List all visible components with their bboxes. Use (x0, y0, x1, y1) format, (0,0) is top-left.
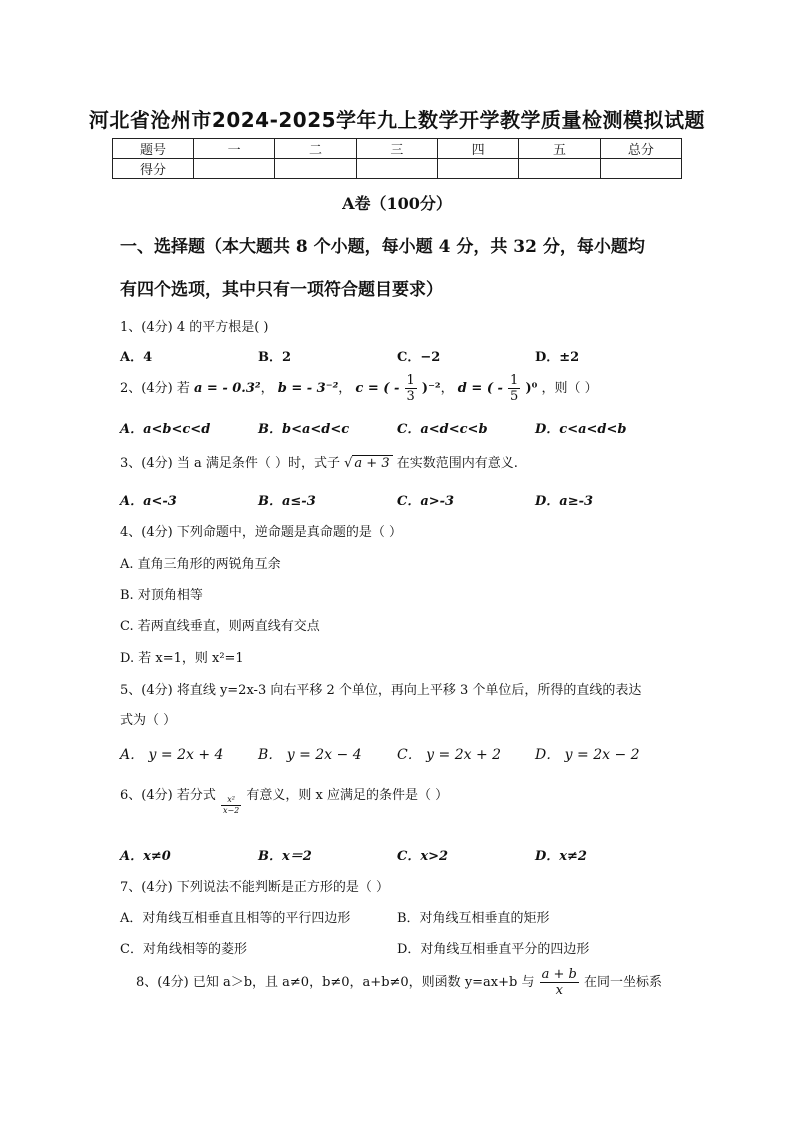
q3-sqrt (344, 456, 392, 471)
score-table-header-row (113, 139, 682, 159)
score-cell (437, 159, 518, 179)
q1-option-b: B．2 (258, 350, 292, 365)
q6-fraction (221, 796, 241, 815)
q6-frac-den: x−2 (222, 806, 240, 815)
q6-option-a: A．x≠0 (120, 849, 171, 864)
q5-option-d: D． y = 2x − 2 (535, 747, 640, 763)
q6-option-b: B．x＝2 (258, 849, 312, 864)
q6-option-d: D．x≠2 (535, 849, 587, 864)
q8-fraction (540, 968, 579, 997)
part1-heading-line2: 有四个选项，其中只有一项符合题目要求） (120, 280, 443, 300)
q3-stem-pre: 3、(4分) 当 a 满足条件（ ）时，式子 (120, 456, 340, 471)
q6-option-c: C．x>2 (397, 849, 449, 864)
score-header-cell: 五 (519, 139, 600, 159)
q2-d-pre: d = ( - (457, 381, 503, 396)
q3-option-d: D．a≥-3 (535, 494, 594, 509)
q2-c-pre: c = ( - (355, 381, 400, 396)
q1-option-c: C．−2 (397, 350, 441, 365)
q1-stem: 1、(4分) 4 的平方根是( ) (120, 320, 269, 335)
q8-stem-pre: 8、(4分) 已知 a＞b，且 a≠0，b≠0，a+b≠0，则函数 y=ax+b 与 (136, 975, 535, 990)
q1-option-a: A．4 (120, 350, 153, 365)
q2-d-post: )⁰ (525, 381, 538, 396)
q5-option-b: B． y = 2x − 4 (258, 747, 362, 763)
q2-suffix: ，则（ ） (541, 381, 598, 396)
q1-option-d: D．±2 (535, 350, 580, 365)
q2-option-b: B．b<a<d<c (258, 422, 350, 437)
q4-option-a: A. 直角三角形的两锐角互余 (120, 557, 281, 572)
q5-option-a: A． y = 2x + 4 (120, 747, 224, 763)
score-header-cell: 总分 (600, 139, 681, 159)
q5-stem-line2: 式为（ ） (120, 713, 177, 728)
q4-option-d: D. 若 x=1，则 x²=1 (120, 651, 244, 666)
q3-option-b: B．a≤-3 (258, 494, 316, 509)
q2-option-c: C．a<d<c<b (397, 422, 488, 437)
q5-option-c: C． y = 2x + 2 (397, 747, 502, 763)
q2-option-a: A．a<b<c<d (120, 422, 211, 437)
sqrt-icon: √ (344, 456, 353, 471)
q6-stem-post: 有意义，则 x 应满足的条件是（ ） (246, 788, 449, 803)
q2-d-den: 5 (510, 389, 519, 404)
score-header-cell: 题号 (113, 139, 194, 159)
score-row-label: 得分 (113, 159, 194, 179)
score-header-cell: 二 (275, 139, 356, 159)
q3-option-a: A．a<-3 (120, 494, 177, 509)
q2-a-def: a = - 0.3² (193, 381, 261, 396)
document-title: 河北省沧州市2024-2025学年九上数学开学教学质量检测模拟试题 (88, 108, 706, 132)
q7-option-a: A．对角线互相垂直且相等的平行四边形 (120, 911, 351, 926)
q6-stem-pre: 6、(4分) 若分式 (120, 788, 216, 803)
q5-stem-line1: 5、(4分) 将直线 y=2x-3 向右平移 2 个单位，再向上平移 3 个单位后，所得的直线的表达 (120, 683, 642, 698)
score-cell (519, 159, 600, 179)
score-header-cell: 四 (437, 139, 518, 159)
section-a-title: A卷（100分） (342, 194, 452, 213)
q3-stem-post: 在实数范围内有意义. (396, 456, 518, 471)
q6-frac-num: x² (221, 796, 241, 806)
score-cell (275, 159, 356, 179)
q7-stem: 7、(4分) 下列说法不能判断是正方形的是（ ） (120, 880, 389, 895)
q2-option-d: D．c<a<d<b (535, 422, 627, 437)
q8-stem-post: 在同一坐标系 (584, 975, 663, 990)
q3-option-c: C．a>-3 (397, 494, 455, 509)
q4-option-c: C. 若两直线垂直，则两直线有交点 (120, 619, 320, 634)
q4-option-b: B. 对顶角相等 (120, 588, 203, 603)
q2-stem: 2、(4分) 若 a = - 0.3²， b = - 3⁻²， c = ( - $\frac{1}{3}$ )⁻²， d = ( - $\frac{1}{5}$ )⁰ ，则（ ） (120, 373, 598, 404)
score-header-cell: 三 (356, 139, 437, 159)
score-cell (356, 159, 437, 179)
score-table-score-row (113, 159, 682, 179)
q7-option-b: B．对角线互相垂直的矩形 (397, 911, 550, 926)
part1-heading-line1: 一、选择题（本大题共 8 个小题，每小题 4 分，共 32 分，每小题均 (120, 237, 645, 257)
q6-stem (120, 784, 448, 815)
q2-c-fraction (405, 374, 417, 403)
q8-frac-num: a + b (541, 967, 577, 982)
q2-d-fraction (508, 374, 520, 403)
q2-b-def: b = - 3⁻² (277, 381, 339, 396)
q4-stem: 4、(4分) 下列命题中，逆命题是真命题的是（ ） (120, 525, 402, 540)
score-header-cell: 一 (194, 139, 275, 159)
q2-c-den: 3 (406, 389, 415, 404)
q8-stem (136, 966, 662, 1000)
q7-option-c: C．对角线相等的菱形 (120, 942, 247, 957)
q2-prefix: 2、(4分) 若 (120, 381, 190, 396)
q7-option-d: D．对角线互相垂直平分的四边形 (397, 942, 590, 957)
q2-c-num: 1 (406, 373, 415, 388)
q2-d-num: 1 (510, 373, 519, 388)
q3-stem (120, 452, 518, 471)
q3-radicand: a + 3 (352, 455, 392, 471)
q2-c-post: )⁻² (421, 381, 441, 396)
score-table (112, 138, 682, 179)
score-cell (194, 159, 275, 179)
q8-frac-den: x (555, 983, 563, 998)
score-cell (600, 159, 681, 179)
